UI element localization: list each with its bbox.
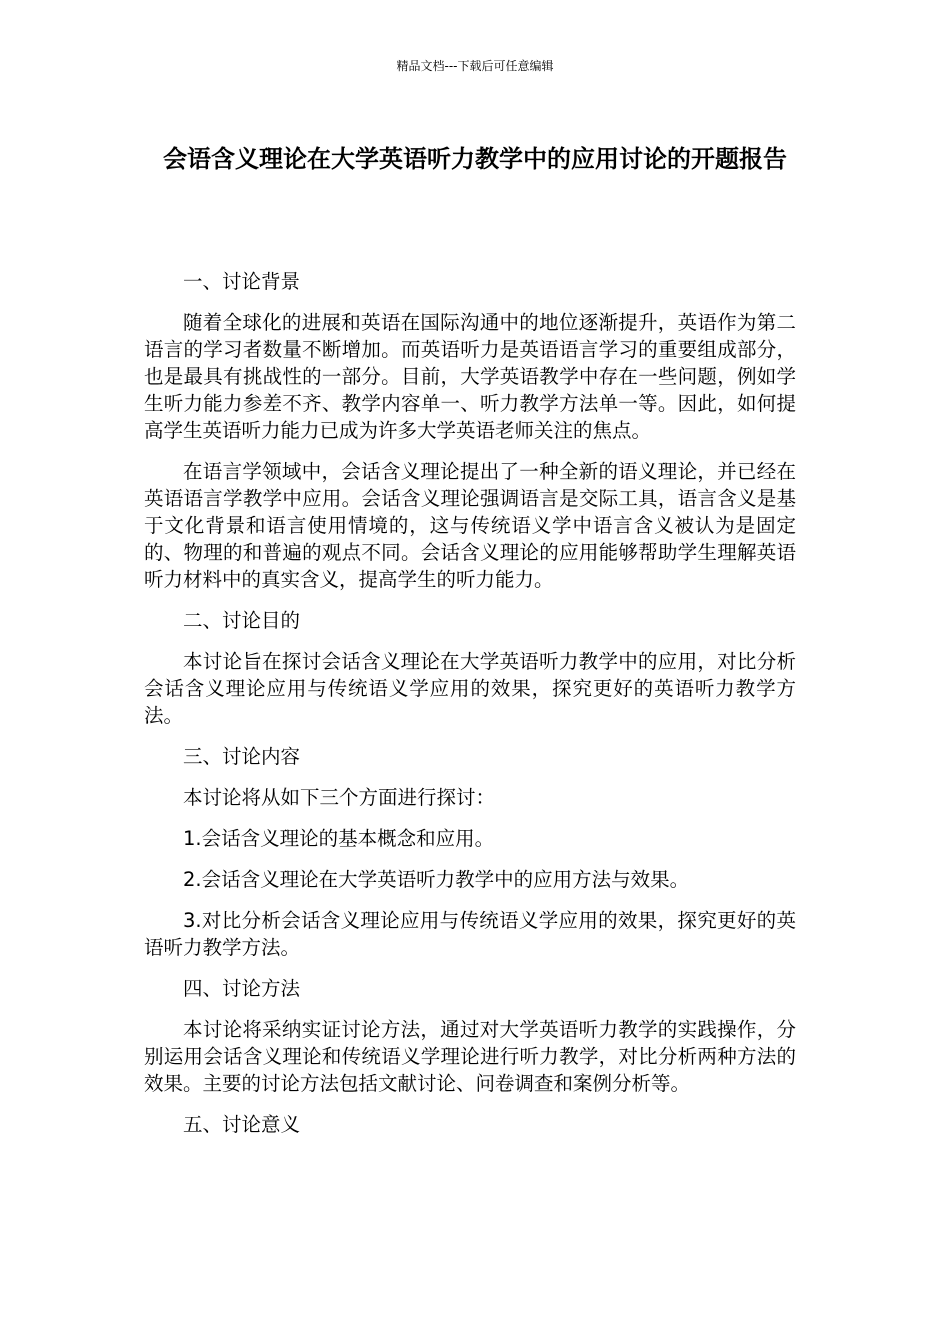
list-item: 3.对比分析会话含义理论应用与传统语义学应用的效果，探究更好的英语听力教学方法。 bbox=[144, 909, 796, 959]
header-note: 精品文档---下载后可任意编辑 bbox=[396, 59, 554, 73]
document-body bbox=[144, 268, 796, 1152]
section-heading-significance: 五、讨论意义 bbox=[183, 1113, 301, 1136]
section-heading-content: 三、讨论内容 bbox=[183, 745, 301, 768]
section-heading-background: 一、讨论背景 bbox=[183, 270, 301, 293]
section-heading-purpose: 二、讨论目的 bbox=[183, 609, 301, 632]
paragraph: 在语言学领域中，会话含义理论提出了一种全新的语义理论，并已经在英语语言学教学中应用。会话含义理论强调语言是交际工具，语言含义是基于文化背景和语言使用情境的，这与传统语义学中语言含义被认为是固定的、物理的和普遍的观点不同。会话含义理论的应用能够帮助学生理解英语听力材料中的真实含义，提高学生的听力能力。 bbox=[144, 460, 796, 591]
paragraph: 本讨论将采纳实证讨论方法，通过对大学英语听力教学的实践操作，分别运用会话含义理论和传统语义学理论进行听力教学，对比分析两种方法的效果。主要的讨论方法包括文献讨论、问卷调查和案例分析等。 bbox=[144, 1018, 796, 1095]
document-title: 会语含义理论在大学英语听力教学中的应用讨论的开题报告 bbox=[163, 145, 787, 173]
paragraph: 本讨论将从如下三个方面进行探讨： bbox=[183, 786, 496, 809]
paragraph: 本讨论旨在探讨会话含义理论在大学英语听力教学中的应用，对比分析会话含义理论应用与传统语义学应用的效果，探究更好的英语听力教学方法。 bbox=[144, 650, 796, 727]
section-heading-method: 四、讨论方法 bbox=[183, 977, 301, 1000]
list-item: 2.会话含义理论在大学英语听力教学中的应用方法与效果。 bbox=[183, 868, 690, 891]
paragraph: 随着全球化的进展和英语在国际沟通中的地位逐渐提升，英语作为第二语言的学习者数量不断增加。而英语听力是英语语言学习的重要组成部分，也是最具有挑战性的一部分。目前，大学英语教学中存在一些问题，例如学生听力能力参差不齐、教学内容单一、听力教学方法单一等。因此，如何提高学生英语听力能力已成为许多大学英语老师关注的焦点。 bbox=[144, 311, 796, 442]
list-item: 1.会话含义理论的基本概念和应用。 bbox=[183, 827, 495, 850]
